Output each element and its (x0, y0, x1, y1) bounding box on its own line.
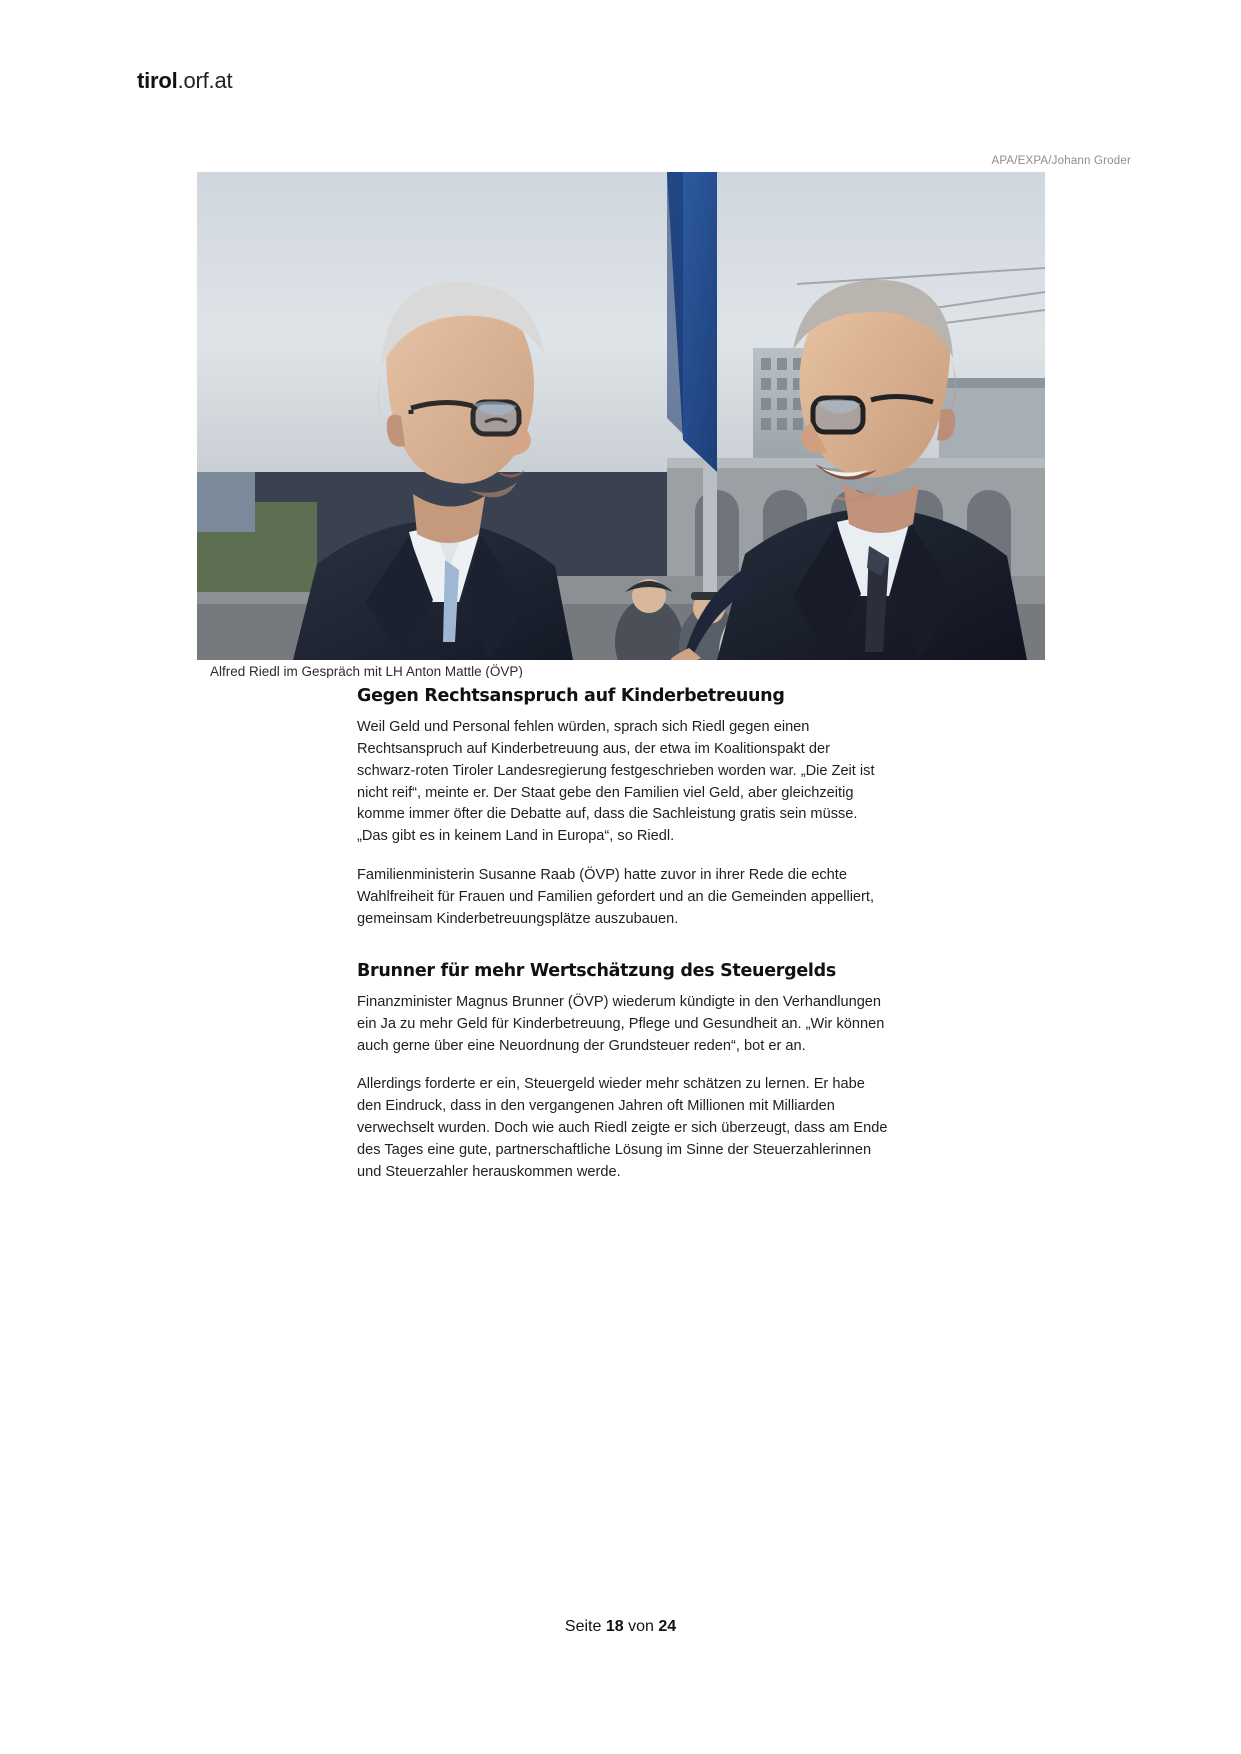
footer-current-page: 18 (605, 1618, 624, 1635)
site-logo-strong: tirol (137, 68, 178, 93)
site-logo-light: .orf.at (177, 68, 233, 93)
article-heading-2: Brunner für mehr Wertschätzung des Steuergelds (357, 960, 836, 981)
footer-middle: von (628, 1618, 654, 1635)
article-paragraph-2: Familienministerin Susanne Raab (ÖVP) hatte zuvor in ihrer Rede die echte Wahlfreiheit für Frauen und Familien gefordert und an die Gemeinden appelliert, gemeinsam Kinderbetreuungsplätze auszubauen. (357, 867, 875, 927)
page-footer (0, 1618, 1241, 1636)
image-caption: Alfred Riedl im Gespräch mit LH Anton Mattle (ÖVP) (210, 664, 523, 678)
article-body (357, 686, 890, 1184)
footer-prefix: Seite (564, 1618, 602, 1635)
article-heading-1: Gegen Rechtsanspruch auf Kinderbetreuung (357, 686, 785, 706)
site-logo (137, 68, 232, 94)
article-paragraph-4: Allerdings forderte er ein, Steuergeld wieder mehr schätzen zu lernen. Er habe den Eindruck, dass in den vergangenen Jahren oft Millionen mit Milliarden verwechselt wurden. Doch wie auch Riedl zeigte er sich überzeugt, dass am Ende des Tages eine gute, partnerschaftliche Lösung im Sinne der Steuerzahlerinnen und Steuerzahler herauskommen werde. (357, 1076, 888, 1180)
article-paragraph-3: Finanzminister Magnus Brunner (ÖVP) wiederum kündigte in den Verhandlungen ein Ja zu mehr Geld für Kinderbetreuung, Pflege und Gesundheit an. „Wir können auch gerne über eine Neuordnung der Grundsteuer reden“, bot er an. (357, 993, 885, 1054)
article-paragraph-1: Weil Geld und Personal fehlen würden, sprach sich Riedl gegen einen Rechtsanspruch auf Kinderbetreuung aus, der etwa im Koalitionspakt der schwarz-roten Tiroler Landesregierung festgeschrieben worden war. „Die Zeit ist nicht reif“, meinte er. Der Staat gebe den Familien viel Geld, aber gleichzeitig komme immer öfter die Debatte auf, dass die Sachleistung gratis sein müsse. „Das gibt es in keinem Land in Europa“, so Riedl. (357, 718, 875, 845)
image-credit: APA/EXPA/Johann Groder (991, 155, 1131, 167)
footer-total-pages: 24 (658, 1618, 677, 1635)
article-image (197, 172, 1045, 660)
